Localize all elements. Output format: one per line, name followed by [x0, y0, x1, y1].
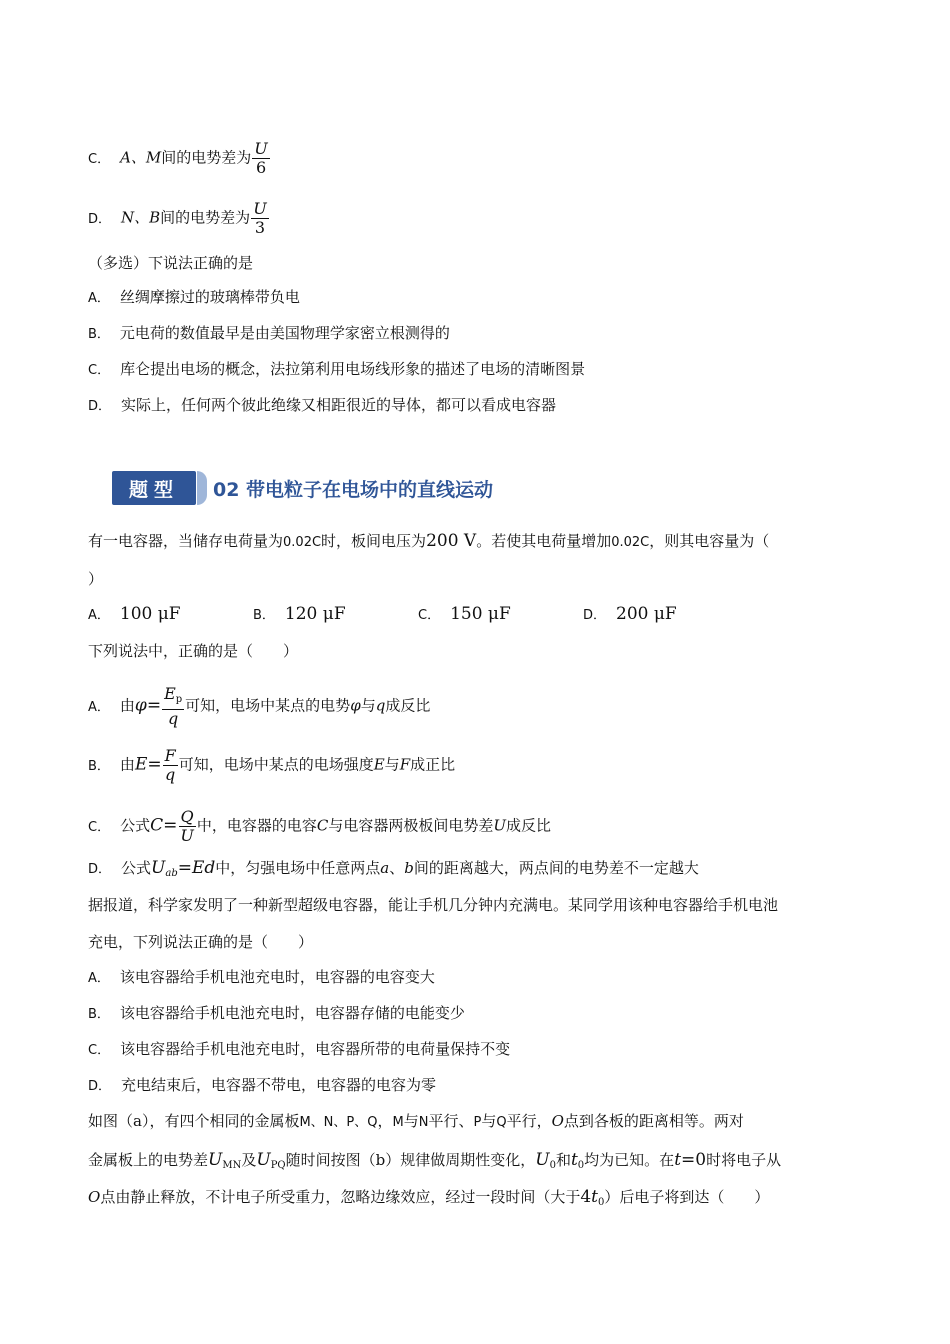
option-d: D． 公式$U_{ab}=Ed$中，匀强电场中任意两点a、b间的距离越大，两点间的电势差不一定越大 [88, 858, 699, 879]
option-c-line: C． A、M间的电势差为 $\frac{U}{6}$ [88, 139, 268, 177]
option-b: B． 120 μF [253, 604, 346, 624]
option-c: C． 该电容器给手机电池充电时，电容器所带的电荷量保持不变 [88, 1040, 511, 1058]
options-row [88, 604, 748, 626]
question-stem: 有一电容器，当储存电荷量为0.02C时，板间电压为200 V。若使其电荷量增加0.02C，则其电容量为（ [88, 531, 770, 551]
fraction: $\frac{U}{6}$ [254, 139, 268, 177]
question-stem: 据报道，科学家发明了一种新型超级电容器，能让手机几分钟内充满电。某同学用该种电容器给手机电池 [88, 896, 779, 914]
fraction: $\frac{E_p}{q}$ [164, 684, 183, 728]
option-label: C． [88, 151, 111, 167]
option-a: A． 100 μF [88, 604, 181, 624]
option-c: C． 公式C= $\frac{Q}{U}$ 中，电容器的电容C与电容器两极板间电势差U成反比 [88, 807, 552, 845]
section-heading [112, 468, 493, 508]
question-stem: （多选）下说法正确的是 [88, 254, 254, 272]
question-stem-cont: O点由静止释放，不计电子所受重力，忽略边缘效应，经过一段时间（大于$4t_0$）后电子将到达（ ） [88, 1187, 770, 1208]
option-d: D． 实际上，任何两个彼此绝缘又相距很近的导体，都可以看成电容器 [88, 396, 557, 414]
option-a: A． 丝绸摩擦过的玻璃棒带负电 [88, 288, 300, 306]
fraction: $\frac{Q}{U}$ [180, 807, 194, 845]
option-b: B． 由E= $\frac{F}{q}$ 可知，电场中某点的电场强度E与F成正比 [88, 746, 456, 784]
section-title: 02 带电粒子在电场中的直线运动 [213, 478, 494, 501]
question-stem: 如图（a），有四个相同的金属板M、N、P、Q，M与N平行、P与Q平行，O点到各板的距离相等。两对 [88, 1112, 744, 1130]
fraction: $\frac{F}{q}$ [164, 746, 176, 784]
option-a: A． 该电容器给手机电池充电时，电容器的电容变大 [88, 968, 435, 986]
option-d: D． 充电结束后，电容器不带电，电容器的电容为零 [88, 1076, 437, 1094]
option-c: C． 库仑提出电场的概念，法拉第利用电场线形象的描述了电场的清晰图景 [88, 360, 586, 378]
option-d: D． 200 μF [583, 604, 677, 624]
option-b: B． 元电荷的数值最早是由美国物理学家密立根测得的 [88, 324, 450, 342]
question-stem-cont: ） [88, 570, 104, 588]
option-c: C． 150 μF [418, 604, 511, 624]
option-a: A． 由φ= $\frac{E_p}{q}$ 可知，电场中某点的电势φ与q成反比 [88, 684, 431, 728]
question-stem-cont: 充电，下列说法正确的是（ ） [88, 933, 314, 951]
option-d-line: D． N、B间的电势差为 $\frac{U}{3}$ [88, 199, 267, 237]
section-badge: 题型 [112, 471, 196, 505]
option-b: B． 该电容器给手机电池充电时，电容器存储的电能变少 [88, 1004, 465, 1022]
badge-tab-decoration [197, 471, 207, 505]
question-stem-cont: 金属板上的电势差$U_{MN}$及$U_{PQ}$随时间按图（b）规律做周期性变化，$U_0$和$t_0$均为已知。在t=0时将电子从 [88, 1150, 782, 1171]
fraction: $\frac{U}{3}$ [253, 199, 267, 237]
option-label: D． [88, 211, 112, 227]
question-stem: 下列说法中，正确的是（ ） [88, 642, 299, 660]
